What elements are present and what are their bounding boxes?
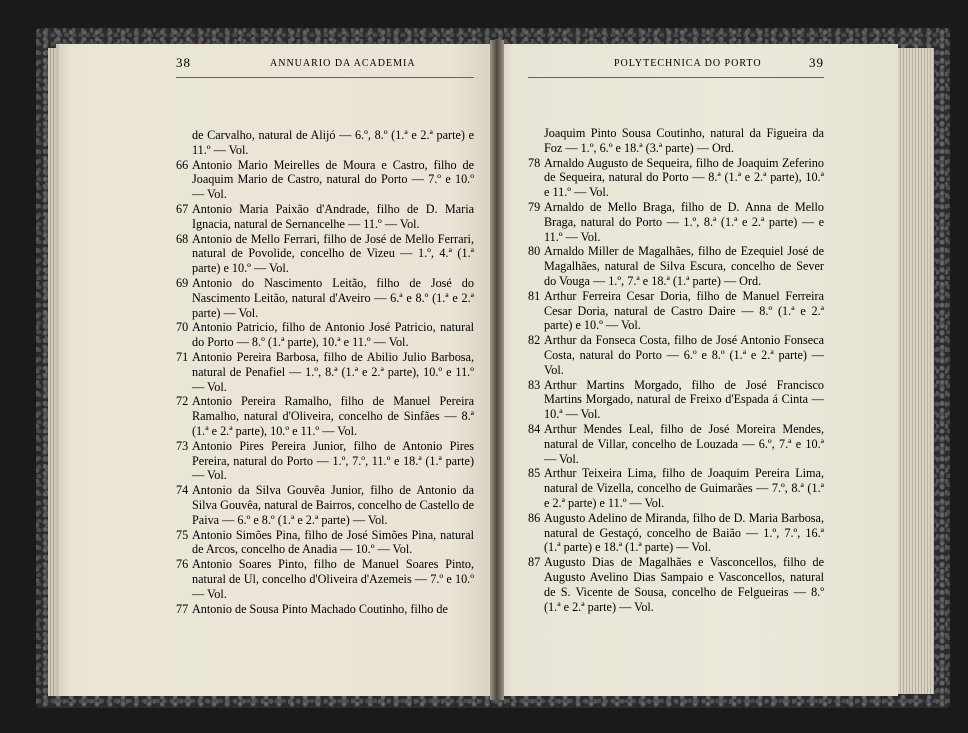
list-item [176, 602, 474, 617]
list-item [528, 126, 824, 156]
list-item [176, 439, 474, 483]
entry-number: 83 [528, 377, 541, 392]
list-item [176, 350, 474, 394]
list-item [528, 466, 824, 510]
entry-number: 81 [528, 288, 541, 303]
page-number: 38 [176, 55, 191, 70]
list-item [528, 200, 824, 244]
entry-number: 73 [176, 438, 189, 453]
list-item [176, 557, 474, 601]
entry-text: Antonio Pires Pereira Junior, filho de Antonio Pires Pereira, natural do Porto — 1.º, 7.º, 11.º e 18.ª (1.ª parte) — Vol. [192, 438, 474, 483]
entry-number: 76 [176, 557, 189, 572]
entry-number: 78 [528, 155, 541, 170]
list-item [176, 528, 474, 558]
entry-text: Antonio Pereira Ramalho, filho de Manuel Pereira Ramalho, natural d'Oliveira, concelho de Sinfães — 8.ª (1.ª e 2.ª parte), 10.º e 11.º — Vol. [192, 394, 474, 438]
entry-number: 75 [176, 527, 189, 542]
entry-number: 77 [176, 601, 189, 616]
entry-text: Joaquim Pinto Sousa Coutinho, natural da Figueira da Foz — 1.º, 6.º e 18.ª (3.ª parte) — Ord. [544, 126, 824, 155]
entry-text: Antonio Mario Meirelles de Moura e Castro, filho de Joaquim Mario de Castro, natural do Porto — 7.º e 10.º — Vol. [192, 157, 474, 202]
left-page-header [176, 55, 474, 78]
entry-text: Antonio Patricio, filho de Antonio José Patricio, natural do Porto — 8.º (1.ª parte), 10.ª e 11.º — Vol. [192, 320, 474, 350]
entry-number: 70 [176, 320, 189, 335]
list-item [176, 128, 474, 158]
entry-text: Arthur Mendes Leal, filho de José Moreira Mendes, natural de Villar, concelho de Louzada — 6.º, 7.ª e 10.ª — Vol. [544, 421, 824, 466]
list-item [528, 333, 824, 377]
list-item [528, 289, 824, 333]
entry-number: 69 [176, 275, 189, 290]
entry-text: Antonio do Nascimento Leitão, filho de José do Nascimento Leitão, natural d'Aveiro — 6.ª e 8.º (1.ª e 2.ª parte) — Vol. [192, 275, 474, 320]
entry-number: 79 [528, 199, 541, 214]
entry-text: Antonio Soares Pinto, filho de Manuel Soares Pinto, natural de Ul, concelho d'Oliveira d'Azemeis — 7.º e 10.º — Vol. [192, 557, 474, 601]
entry-text: Antonio de Sousa Pinto Machado Coutinho, filho de [192, 601, 448, 616]
entry-text: Augusto Dias de Magalhães e Vasconcellos, filho de Augusto Avelino Dias Sampaio e Vasconcellos, natural de S. Vicente de Sousa, concelho de Felgueiras — 8.º (1.ª e 2.ª parte) — Vol. [544, 555, 824, 614]
list-item [528, 422, 824, 466]
right-entries-list [528, 126, 824, 614]
entry-number: 82 [528, 333, 541, 348]
entry-number: 67 [176, 201, 189, 216]
entry-text: Arthur Teixeira Lima, filho de Joaquim Pereira Lima, natural de Vizella, concelho de Guimarães — 7.º, 8.ª (1.ª e 2.ª parte) e 11.º — Vol. [544, 466, 824, 510]
entry-number: 68 [176, 231, 189, 246]
entry-text: Arnaldo Augusto de Sequeira, filho de Joaquim Zeferino de Sequeira, natural do Porto — 8.ª (1.ª e 2.ª parte), 10.ª e 11.º — Vol. [544, 155, 824, 200]
list-item [528, 156, 824, 200]
entry-text: Antonio Simões Pina, filho de José Simões Pina, natural de Arcos, concelho de Anadia — 10.º — Vol. [192, 527, 474, 557]
entry-text: Arthur Ferreira Cesar Doria, filho de Manuel Ferreira Cesar Doria, natural de Castro Daire — 8.º (1.ª e 2.ª parte) e 10.º — Vol. [544, 288, 824, 333]
entry-text: Augusto Adelino de Miranda, filho de D. Maria Barbosa, natural de Gestaçó, concelho de Baião — 1.º, 7.º, 16.ª (1.ª parte) e 18.ª (1.ª parte) — Vol. [544, 510, 824, 555]
list-item [176, 232, 474, 276]
entry-number: 80 [528, 244, 541, 259]
book-gutter [490, 40, 504, 700]
entry-number: 74 [176, 483, 189, 498]
list-item [176, 483, 474, 527]
right-page-header [528, 55, 824, 78]
list-item [176, 394, 474, 438]
entry-number: 71 [176, 349, 189, 364]
list-item [176, 202, 474, 232]
entry-text: Antonio de Mello Ferrari, filho de José de Mello Ferrari, natural de Povolide, concelho de Vizeu — 1.º, 4.ª (1.ª parte) e 10.º — Vol. [192, 231, 474, 276]
list-item [176, 276, 474, 320]
entry-number: 72 [176, 394, 189, 409]
entry-text: Arthur Martins Morgado, filho de José Francisco Martins Morgado, natural de Freixo d'Espada á Cinta — 10.ª — Vol. [544, 377, 824, 422]
entry-text: Arnaldo Miller de Magalhães, filho de Ezequiel José de Magalhães, natural de Silva Escura, concelho de Sever do Vouga — 1.º, 7.ª e 18.ª (1.ª parte) — Ord. [544, 244, 824, 288]
list-item [528, 244, 824, 288]
entry-number: 85 [528, 466, 541, 481]
page-number: 39 [809, 55, 824, 70]
entry-text: Antonio da Silva Gouvêa Junior, filho de Antonio da Silva Gouvêa, natural de Bairros, concelho de Castello de Paiva — 6.º e 8.º (1.ª e 2.ª parte) — Vol. [192, 483, 474, 527]
entry-text: Arnaldo de Mello Braga, filho de D. Anna de Mello Braga, natural do Porto — 1.º, 8.ª (1.ª e 2.ª parte) — e 11.º — Vol. [544, 199, 824, 244]
list-item [528, 555, 824, 614]
entry-text: Antonio Pereira Barbosa, filho de Abilio Julio Barbosa, natural de Penafiel — 1.º, 8.ª (1.ª e 2.ª parte), 10.º e 11.º — Vol. [192, 349, 474, 394]
list-item [176, 320, 474, 350]
running-head: POLYTECHNICA DO PORTO [614, 58, 762, 69]
entry-text: Arthur da Fonseca Costa, filho de José Antonio Fonseca Costa, natural do Porto — 6.º e 8.º (1.ª e 2.ª parte) — Vol. [544, 333, 824, 377]
entry-number: 86 [528, 510, 541, 525]
entry-number: 84 [528, 421, 541, 436]
entry-number: 66 [176, 157, 189, 172]
left-entries-list [176, 128, 474, 616]
list-item [528, 378, 824, 422]
entry-text: de Carvalho, natural de Alijó — 6.º, 8.º (1.ª e 2.ª parte) e 11.º — Vol. [192, 128, 474, 157]
entry-text: Antonio Maria Paixão d'Andrade, filho de D. Maria Ignacia, natural de Sernancelhe — 11.º — Vol. [192, 201, 474, 231]
list-item [528, 511, 824, 555]
right-page-edges [898, 48, 934, 694]
list-item [176, 158, 474, 202]
running-head: ANNUARIO DA ACADEMIA [270, 58, 416, 69]
entry-number: 87 [528, 555, 541, 570]
